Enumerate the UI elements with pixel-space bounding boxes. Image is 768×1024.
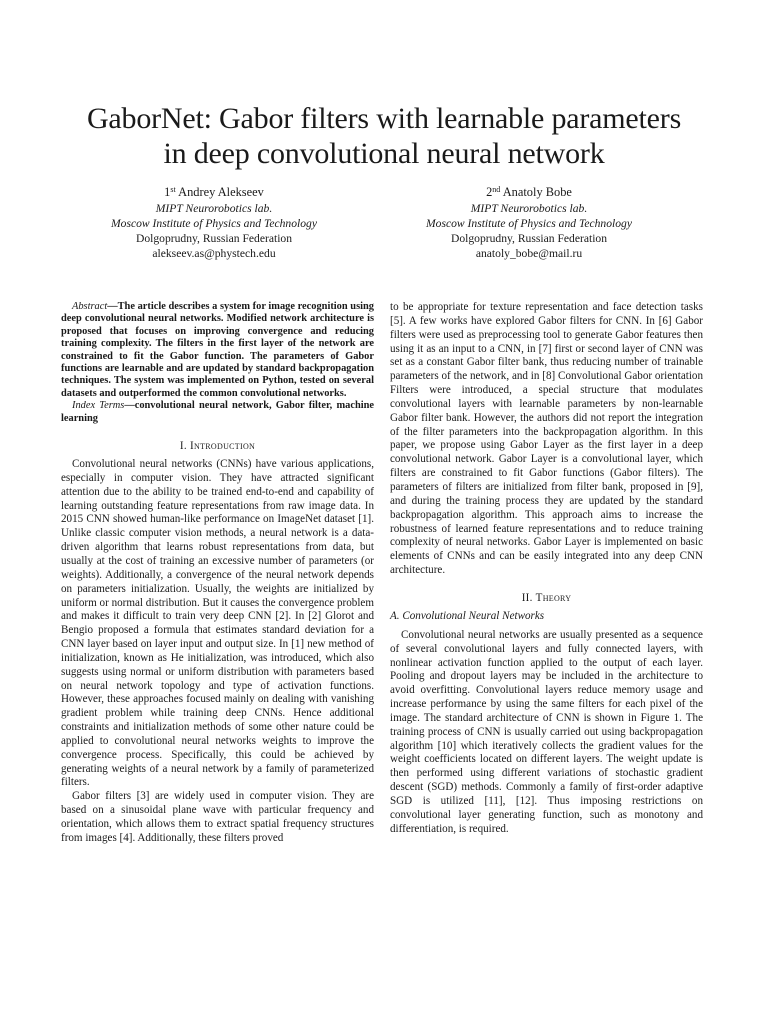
paper-title [40, 101, 728, 171]
intro-paragraph-1: Convolutional neural networks (CNNs) have various applications, especially in computer vision. They have attracted significant attention due to the ability to be trained end-to-end and capability of learning outstanding feature representations from raw image data. In 2015 CNN showed human-like performance on ImageNet dataset [1]. Unlike classic computer vision methods, a neural network is a data-driven algorithm that learns robust representations from data, but usually at the cost of training an excessive number of parameters (or weights). Additionally, a convergence of the neural network depends on parameters initialization. Usually, the weights are initialized by uniform or normal distribution. But it causes the convergence problem and makes it difficult to train very deep CNN [2]. In [2] Glorot and Bengio proposed a formula that estimates standard deviation for a CNN layer based on layer input and output size. In [1] new method of initialization, known as He initialization, was introduced, which also suggests using normal or uniform distribution with parameters based on neural network topology and type of activation functions. However, these approaches focused mainly on dealing with vanishing gradient problem while training deep CNNs. Hence additional constraints and initialization methods of some other nature could be applied to convolutional neural networks weights to improve the convergence process. Specifically, this could be achieved by generating weights of a neural network by a family of parameterized filters. [61, 458, 374, 789]
author-ordinal-suffix: nd [492, 185, 501, 194]
author-name: Anatoly Bobe [502, 185, 572, 199]
author-institute: Moscow Institute of Physics and Technology [111, 217, 317, 230]
title-line-1: GaborNet: Gabor filters with learnable parameters [86, 102, 682, 135]
right-column [390, 301, 703, 837]
author-lab: MIPT Neurorobotics lab. [470, 202, 588, 215]
author-name-line [64, 184, 364, 200]
index-terms [61, 400, 374, 425]
author-block-2 [379, 184, 679, 261]
title-line-2: in deep convolutional neural network [163, 137, 605, 170]
intro-paragraph-continued: to be appropriate for texture representation and face detection tasks [5]. A few works have explored Gabor filters for CNN. In [6] Gabor filters were used as preprocessing tool to generate Gabor features then using it as an input to a CNN, in [7] first or second layer of CNN was set as a constant Gabor filter bank, thus reducing number of trainable parameters of the network, and in [8] Convolutional Gabor orientation Filters were introduced, a special structure that modulates convolutional layers with learnable parameters by non-learnable Gabor filter bank. However, the authors did not report the integration of the filter parameters into the backpropagation algorithm. In this paper, we propose using Gabor Layer as the first layer in a deep convolutional network. Gabor Layer is a convolutional layer, which filters are constrained to fit Gabor functions (Gabor filters). The parameters of filters are initialized from filter bank, proposed in [9], and during the training process they are updated by the standard backpropagation algorithm. This approach aims to increase the robustness of learned feature representations and to reduce training complexity of neural networks. Gabor Layer is implemented on basic elements of CNNs and can be easily integrated into any deep CNN architecture. [390, 301, 703, 577]
author-email: anatoly_bobe@mail.ru [475, 247, 583, 260]
left-column [61, 301, 374, 846]
author-ordinal-suffix: st [170, 185, 176, 194]
abstract-lead: Abstract [72, 301, 108, 312]
index-terms-text: —convolutional neural network, Gabor filter, machine learning [61, 400, 374, 424]
author-block-1 [64, 184, 364, 261]
abstract [61, 301, 374, 400]
author-email: alekseev.as@phystech.edu [152, 247, 276, 260]
author-lab: MIPT Neurorobotics lab. [155, 202, 273, 215]
section-heading-theory: II. Theory [521, 591, 572, 604]
subsection-heading-cnn: A. Convolutional Neural Networks [390, 609, 545, 622]
theory-paragraph-1: Convolutional neural networks are usually presented as a sequence of several convolutional layers and fully connected layers, with nonlinear activation function applied to the output of each layer. Pooling and dropout layers may be included in the architecture to avoid overfitting. Convolutional layers reduce memory usage and increase performance by using the same filters for each pixel of the image. The standard architecture of CNN is shown in Figure 1. The training process of CNN is usually carried out using backpropagation algorithm [10] which iteratively collects the gradient values for the weight coefficients located on different layers. The weight update is then performed using different variations of stochastic gradient descent (SGD) methods. Commonly a family of first-order adaptive SGD is utilized [11], [12]. Thus imposing restrictions on convolutional layer generating function, such as monotony and differentiation, is required. [390, 628, 703, 835]
author-name-line [379, 184, 679, 200]
abstract-text: —The article describes a system for image recognition using deep convolutional neural networks. Modified network architecture is proposed that focuses on improving convergence and reducing training complexity. The filters in the first layer of the network are constrained to fit the Gabor function. The parameters of Gabor functions are learnable and are updated by standard backpropagation techniques. The system was implemented on Python, tested on several datasets and outperformed the common convolutional networks. [61, 301, 374, 399]
author-location: Dolgoprudny, Russian Federation [135, 232, 293, 245]
author-name: Andrey Alekseev [178, 185, 264, 199]
index-terms-lead: Index Terms [72, 400, 125, 412]
author-institute: Moscow Institute of Physics and Technology [426, 217, 632, 230]
author-location: Dolgoprudny, Russian Federation [450, 232, 608, 245]
author-ordinal: 1 [164, 185, 171, 199]
section-heading-introduction: I. Introduction [179, 440, 256, 453]
author-ordinal: 2 [486, 185, 493, 199]
intro-paragraph-2: Gabor filters [3] are widely used in computer vision. They are based on a sinusoidal plane wave with particular frequency and orientation, which allows them to extract spatial frequency structures from images [4]. Additionally, these filters proved [61, 790, 374, 844]
